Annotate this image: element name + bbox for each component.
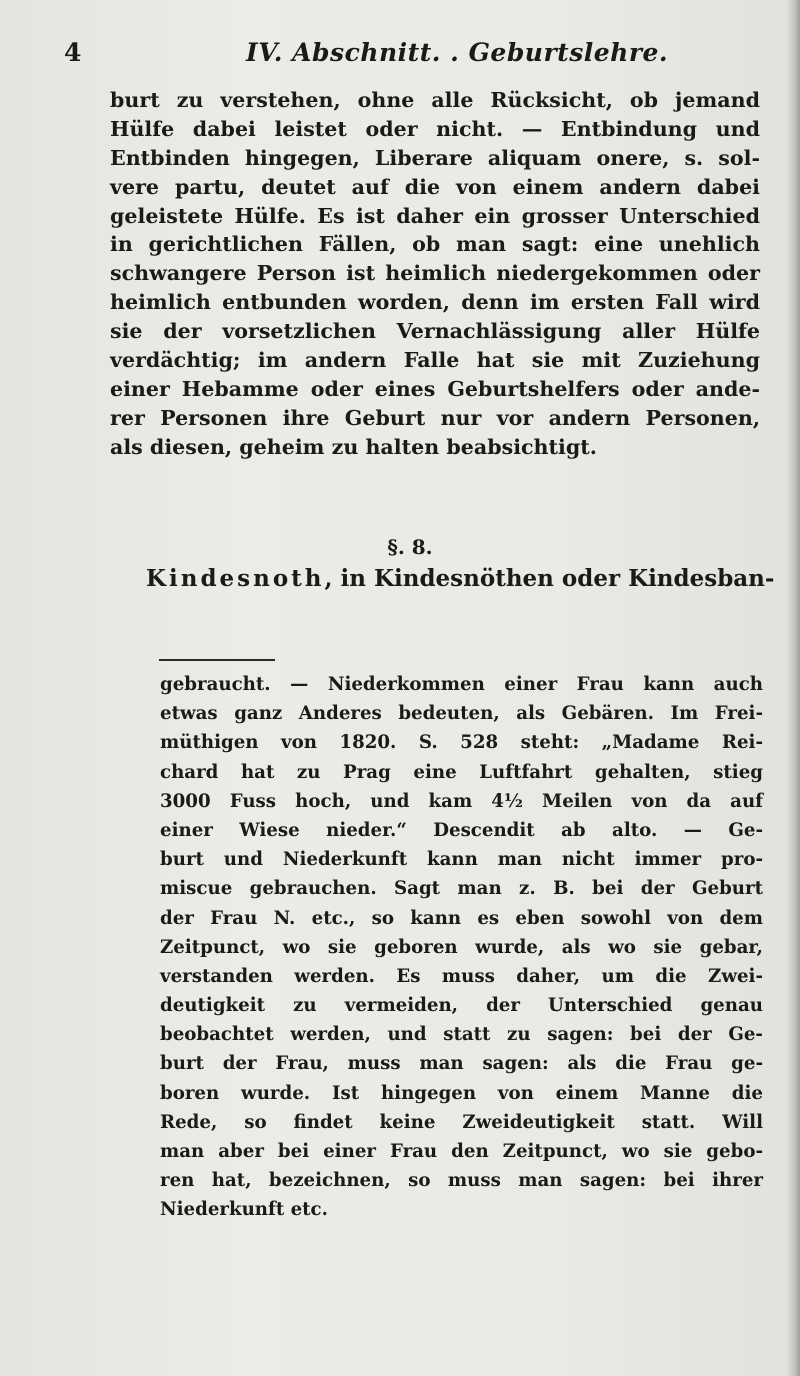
footnote-line: beobachtet werden, und statt zu sagen: bei der Ge- [160, 1024, 763, 1046]
paragraph-line: als diesen, geheim zu halten beabsichtigt. [110, 434, 597, 459]
footnote-line: chard hat zu Prag eine Luftfahrt gehalten, stieg [160, 761, 763, 783]
page-number: 4 [64, 38, 82, 67]
page-header [64, 38, 754, 78]
paragraph-line: rer Personen ihre Geburt nur vor andern Personen, [110, 405, 760, 430]
section-keyword: Kindesnoth [146, 565, 325, 592]
footnote-line: man aber bei einer Frau den Zeitpunct, wo sie gebo- [160, 1141, 763, 1162]
footnote-line: der Frau N. etc., so kann es eben sowohl von dem [160, 907, 763, 929]
footnote-line: Niederkunft etc. [160, 1199, 328, 1221]
paragraph-line: in gerichtlichen Fällen, ob man sagt: eine unehlich [110, 232, 760, 257]
footnote-line: miscue gebrauchen. Sagt man z. B. bei der Geburt [160, 878, 763, 900]
page-edge-shadow [786, 0, 800, 1376]
footnote-divider [159, 659, 275, 661]
paragraph-line: sie der vorsetzlichen Vernachlässigung aller Hülfe [110, 319, 760, 344]
footnote-line: einer Wiese nieder.“ Descendit ab alto. — Ge- [160, 819, 763, 841]
paragraph-line: Entbinden hingegen, Liberare aliquam onere, s. sol- [110, 145, 760, 170]
footnote-block [160, 670, 763, 1225]
footnote-line: boren wurde. Ist hingegen von einem Manne die [160, 1082, 763, 1104]
section-heading [146, 565, 775, 592]
paragraph-line: burt zu verstehen, ohne alle Rücksicht, ob jemand [110, 88, 760, 112]
paragraph-line: verdächtig; im andern Falle hat sie mit Zuziehung [110, 348, 760, 373]
paragraph-line: geleistete Hülfe. Es ist daher ein grosser Unterschied [110, 203, 760, 228]
footnote-line: etwas ganz Anderes bedeuten, als Gebären. Im Frei- [160, 703, 763, 725]
paragraph-line: einer Hebamme oder eines Geburtshelfers oder ande- [110, 376, 760, 401]
paragraph-line: schwangere Person ist heimlich niedergekommen oder [110, 261, 760, 286]
footnote-line: gebraucht. — Niederkommen einer Frau kann auch [160, 674, 763, 695]
paragraph-line: Hülfe dabei leistet oder nicht. — Entbindung und [110, 116, 760, 141]
footnote-line: burt der Frau, muss man sagen: als die Frau ge- [160, 1053, 763, 1075]
footnote-line: 3000 Fuss hoch, und kam 4½ Meilen von da auf [160, 790, 763, 812]
paragraph-line: heimlich entbunden worden, denn im ersten Fall wird [110, 290, 760, 315]
footnote-line: ren hat, bezeichnen, so muss man sagen: bei ihrer [160, 1170, 763, 1192]
running-head: IV. Abschnitt. . Geburtslehre. [246, 38, 669, 67]
footnote-line: Zeitpunct, wo sie geboren wurde, als wo sie gebar, [160, 936, 763, 958]
footnote-line: verstanden werden. Es muss daher, um die Zwei- [160, 965, 763, 987]
paragraph-line: vere partu, deutet auf die von einem andern dabei [110, 174, 760, 199]
footnote-line: burt und Niederkunft kann man nicht immer pro- [160, 849, 763, 871]
footnote-line: Rede, so findet keine Zweideutigkeit statt. Will [160, 1111, 763, 1133]
section-number: §. 8. [387, 535, 433, 559]
footnote-line: deutigkeit zu vermeiden, der Unterschied genau [160, 995, 763, 1017]
footnote-line: müthigen von 1820. S. 528 steht: „Madame Rei- [160, 732, 763, 754]
main-paragraph [110, 86, 760, 462]
section-heading-rest: , in Kindesnöthen oder Kindesban- [324, 565, 775, 592]
